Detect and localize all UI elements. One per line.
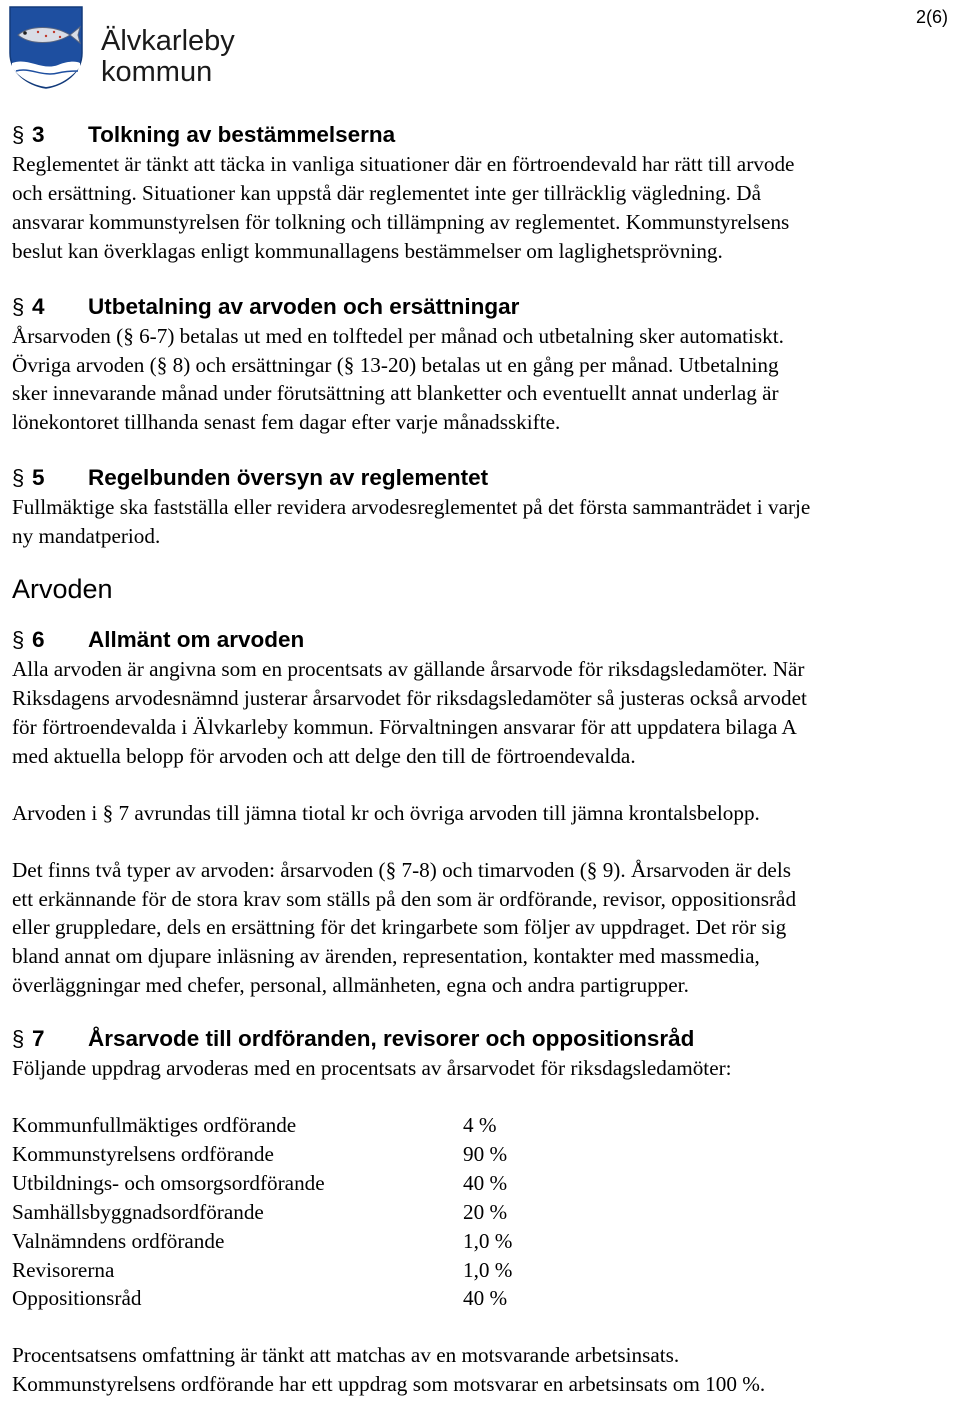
section-title: Regelbunden översyn av reglementet — [88, 465, 489, 491]
paragraph-symbol: § — [12, 293, 25, 319]
logo-line-1: Älvkarleby — [101, 25, 235, 57]
text-line: eller gruppledare, dels en ersättning för det kringarbete som följer av uppdraget. Det rör sig — [12, 915, 787, 940]
paragraph-symbol: § — [12, 465, 25, 491]
section-6-paragraph-3 — [12, 856, 958, 1001]
document-body — [12, 120, 958, 1399]
section-3-heading — [12, 120, 958, 150]
percentage-cell: 40 % — [463, 1170, 508, 1195]
section-4-text — [12, 322, 958, 438]
logo-line-2: kommun — [101, 56, 213, 88]
section-7-closing — [12, 1341, 958, 1399]
section-title: Allmänt om arvoden — [88, 627, 305, 653]
chapter-title: Arvoden — [12, 574, 113, 605]
section-6-heading — [12, 625, 958, 655]
text-line: lönekontoret tillhanda senast fem dagar efter varje månadsskifte. — [12, 410, 561, 435]
percentage-cell: 20 % — [463, 1199, 508, 1224]
text-line: för förtroendevalda i Älvkarleby kommun. Förvaltningen ansvarar för att uppdatera bilaga A — [12, 714, 797, 739]
text-line: ett erkännande för de stora krav som ställs på den som är ordförande, revisor, oppositionsråd — [12, 886, 797, 911]
table-row — [12, 1111, 512, 1140]
text-line: överläggningar med chefer, personal, allmänheten, egna och andra partigrupper. — [12, 973, 689, 998]
text-line: ansvarar kommunstyrelsen för tolkning och tillämpning av reglementet. Kommunstyrelsens — [12, 209, 790, 234]
paragraph-symbol: § — [12, 1026, 25, 1052]
text-line: Fullmäktige ska fastställa eller revidera arvodesreglementet på det första sammanträdet i varje — [12, 495, 811, 520]
role-cell: Revisorerna — [12, 1257, 115, 1282]
text-line: Övriga arvoden (§ 8) och ersättningar (§ 13-20) betalas ut en gång per månad. Utbetalning — [12, 352, 779, 377]
role-cell: Oppositionsråd — [12, 1286, 142, 1311]
role-cell: Samhällsbyggnadsordförande — [12, 1199, 264, 1224]
table-row — [12, 1227, 512, 1256]
section-6-paragraph-1 — [12, 655, 958, 771]
section-number: 6 — [32, 627, 45, 653]
text-line: beslut kan överklagas enligt kommunallagens bestämmelser om laglighetsprövning. — [12, 238, 723, 263]
text-line: ny mandatperiod. — [12, 524, 161, 549]
paragraph-symbol: § — [12, 627, 25, 653]
percentage-cell: 1,0 % — [463, 1257, 513, 1282]
section-5-heading — [12, 463, 958, 493]
text-line: Procentsatsens omfattning är tänkt att matchas av en motsvarande arbetsinsats. — [12, 1343, 680, 1368]
fee-rates-table — [12, 1111, 512, 1313]
percentage-cell: 1,0 % — [463, 1228, 513, 1253]
page-number: 2(6) — [915, 7, 948, 27]
text-line: och ersättning. Situationer kan uppstå där reglementet inte ger tillräcklig vägledning. Då — [12, 180, 761, 205]
text-line: Arvoden i § 7 avrundas till jämna tiotal kr och övriga arvoden till jämna krontalsbelopp. — [12, 800, 760, 825]
coat-of-arms-logo — [8, 5, 84, 89]
section-6-paragraph-2 — [12, 799, 958, 828]
text-line: Kommunstyrelsens ordförande har ett uppdrag som motsvarar en arbetsinsats om 100 %. — [12, 1372, 766, 1397]
percentage-cell: 4 % — [463, 1113, 497, 1138]
section-title: Tolkning av bestämmelserna — [88, 122, 396, 147]
text-line: bland annat om djupare inläsning av ärenden, representation, kontakter med massmedia, — [12, 944, 760, 969]
text-line: Riksdagens arvodesnämnd justerar årsarvodet för riksdagsledamöter så justeras också arvodet — [12, 685, 807, 710]
section-number: 4 — [32, 293, 45, 319]
section-7-intro — [12, 1054, 958, 1083]
page-header — [0, 0, 960, 100]
role-cell: Valnämndens ordförande — [12, 1228, 225, 1253]
text-line: Det finns två typer av arvoden: årsarvoden (§ 7-8) och timarvoden (§ 9). Årsarvoden är dels — [12, 857, 791, 882]
text-line: Reglementet är tänkt att täcka in vanliga situationer där en förtroendevald har rätt till arvode — [12, 152, 795, 176]
table-row — [12, 1284, 512, 1313]
percentage-cell: 90 % — [463, 1141, 508, 1166]
role-cell: Kommunfullmäktiges ordförande — [12, 1113, 297, 1138]
table-row — [12, 1140, 512, 1169]
section-3-text — [12, 150, 958, 266]
section-title: Utbetalning av arvoden och ersättningar — [88, 293, 520, 319]
role-cell: Utbildnings- och omsorgsordförande — [12, 1170, 325, 1195]
municipality-logo-text — [101, 26, 235, 88]
role-cell: Kommunstyrelsens ordförande — [12, 1141, 274, 1166]
section-5-text — [12, 493, 958, 551]
text-line: sker innevarande månad under förutsättning att blanketter och eventuellt annat underlag är — [12, 381, 779, 406]
table-row — [12, 1169, 512, 1198]
section-number: 3 — [32, 122, 45, 147]
paragraph-symbol: § — [12, 122, 25, 147]
section-number: 7 — [32, 1026, 45, 1052]
table-row — [12, 1198, 512, 1227]
section-title: Årsarvode till ordföranden, revisorer och oppositionsråd — [88, 1026, 695, 1052]
text-line: Följande uppdrag arvoderas med en procentsats av årsarvodet för riksdagsledamöter: — [12, 1056, 732, 1081]
section-7-heading — [12, 1024, 958, 1054]
percentage-cell: 40 % — [463, 1286, 508, 1311]
text-line: Alla arvoden är angivna som en procentsats av gällande årsarvode för riksdagsledamöter. När — [12, 657, 805, 682]
table-row — [12, 1256, 512, 1285]
section-4-heading — [12, 292, 958, 322]
text-line: Årsarvoden (§ 6-7) betalas ut med en tolftedel per månad och utbetalning sker automatiskt. — [12, 323, 784, 348]
text-line: med aktuella belopp för arvoden och att delge den till de förtroendevalda. — [12, 743, 636, 768]
section-number: 5 — [32, 465, 45, 491]
